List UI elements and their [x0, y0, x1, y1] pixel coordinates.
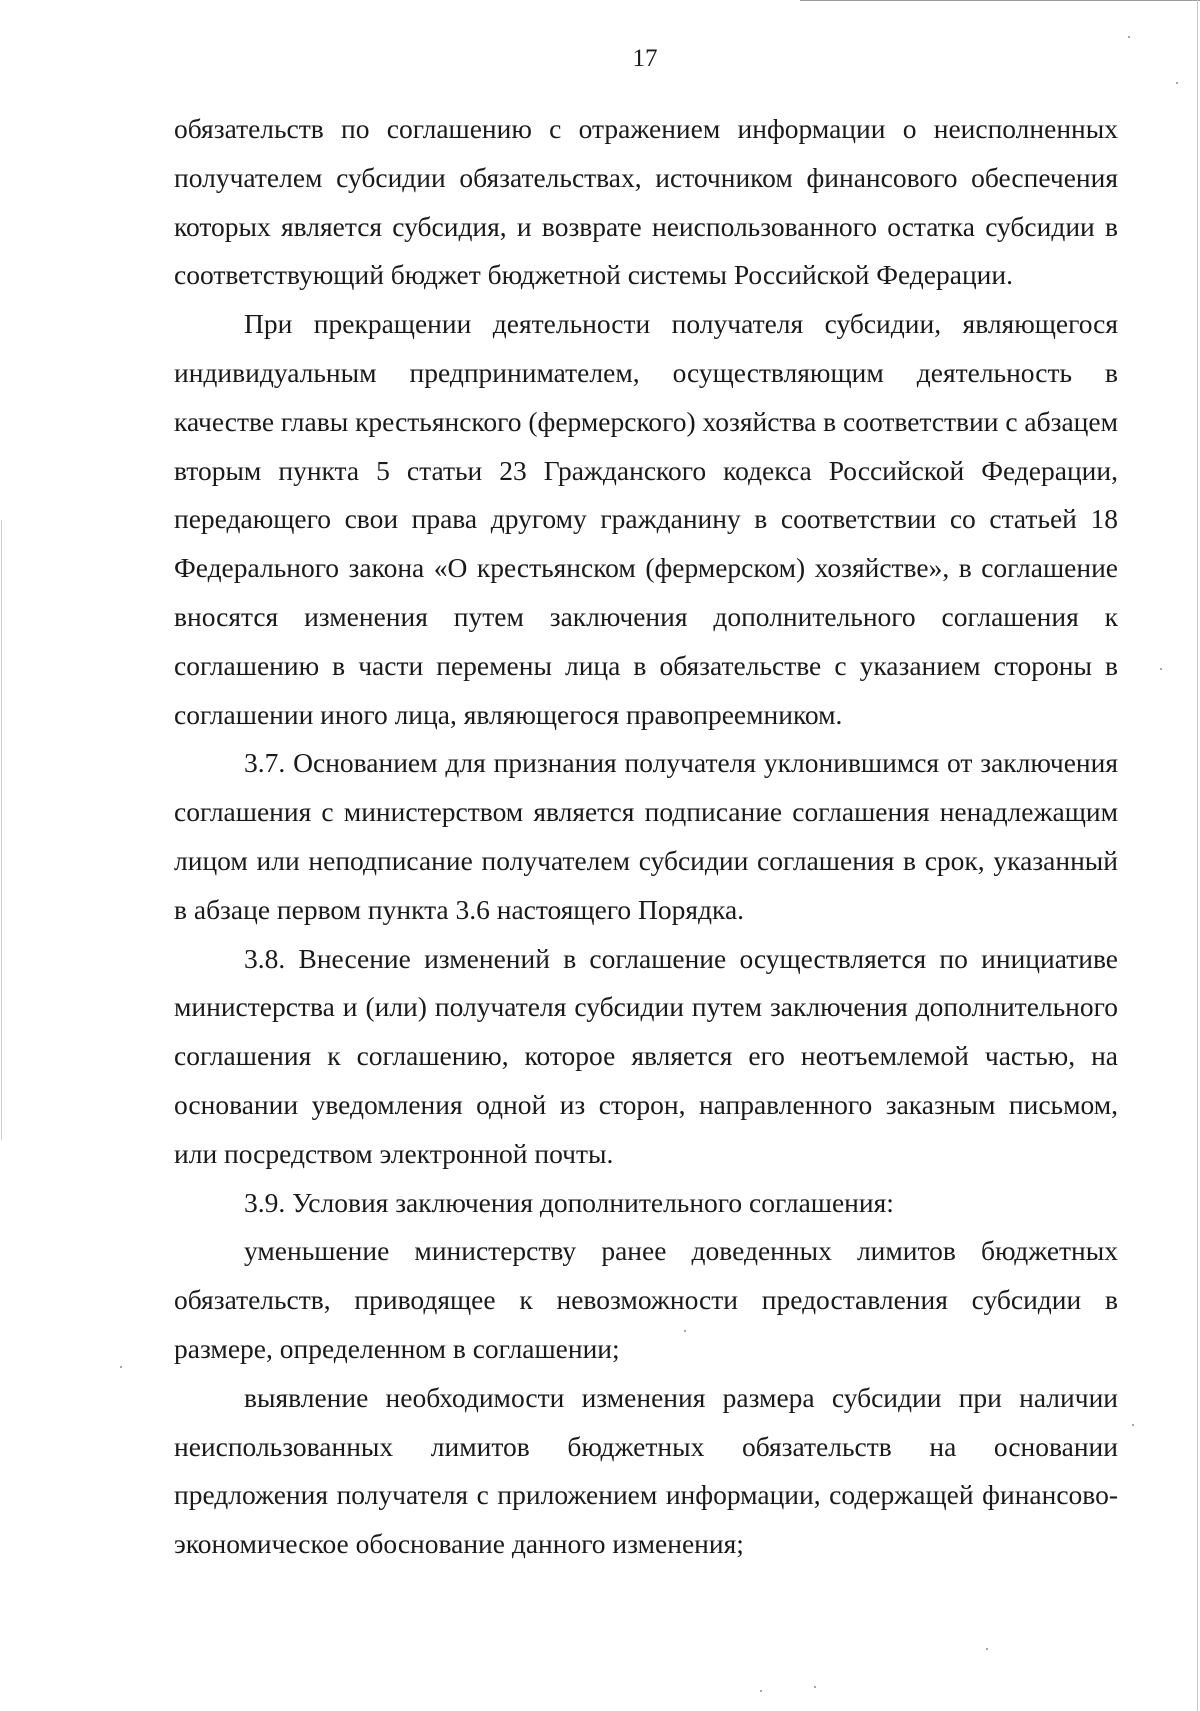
paragraph-limits-reduction: уменьшение министерству ранее доведенных лимитов бюджетных обязательств, приводящее к невозможности предоставления субсидии в размере, определенном в соглашении; — [174, 1235, 1118, 1364]
paragraph-3-8: 3.8. Внесение изменений в соглашение осуществляется по инициативе министерства и (или) получателя субсидии путем заключения дополнительного соглашения к соглашению, которое является его неотъемлемой частью, на основании уведомления одной из сторон, направленного заказным письмом, или посредством электронной почты. — [174, 942, 1118, 1169]
scan-edge-left — [1, 520, 2, 1140]
body-text — [174, 105, 1118, 1569]
paragraph-3-9: 3.9. Условия заключения дополнительного соглашения: — [244, 1186, 894, 1218]
paragraph-farm-termination: При прекращении деятельности получателя субсидии, являющегося индивидуальным предпринимателем, осуществляющим деятельность в качестве главы крестьянского (фермерского) хозяйства в соответствии с абзацем вторым пункта 5 статьи 23 Гражданского кодекса Российской Федерации, передающего свои права другому гражданину в соответствии со статьей 18 Федерального закона «О крестьянском (фермерском) хозяйстве», в соглашение вносятся изменения путем заключения дополнительного соглашения к соглашению в части перемены лица в обязательстве с указанием стороны в соглашении иного лица, являющегося правопреемником. — [174, 308, 1118, 730]
scan-speck — [814, 1686, 816, 1688]
scan-speck — [760, 1690, 762, 1692]
scan-speck — [1128, 36, 1130, 38]
scan-speck — [1132, 1424, 1134, 1426]
scan-speck — [1176, 82, 1178, 84]
paragraph-continuation: обязательств по соглашению с отражением информации о неисполненных получателем субсидии обязательствах, источником финансового обеспечения которых является субсидия, и возврате неиспользованного остатка субсидии в соответствующий бюджет бюджетной системы Российской Федерации. — [174, 113, 1118, 291]
scan-speck — [986, 1648, 988, 1650]
scan-speck — [1160, 668, 1162, 670]
scan-speck — [120, 1366, 122, 1368]
scan-speck — [684, 1330, 686, 1332]
paragraph-size-change: выявление необходимости изменения размера субсидии при наличии неиспользованных лимитов бюджетных обязательств на основании предложения получателя с приложением информации, содержащей финансово-экономическое обоснование данного изменения; — [174, 1381, 1118, 1560]
paragraph-3-7: 3.7. Основанием для признания получателя уклонившимся от заключения соглашения с министерством является подписание соглашения ненадлежащим лицом или неподписание получателем субсидии соглашения в срок, указанный в абзаце первом пункта 3.6 настоящего Порядка. — [174, 747, 1118, 925]
scan-edge-right — [1197, 0, 1198, 1711]
scan-edge-top — [800, 0, 1200, 1]
page-number: 17 — [632, 45, 658, 72]
